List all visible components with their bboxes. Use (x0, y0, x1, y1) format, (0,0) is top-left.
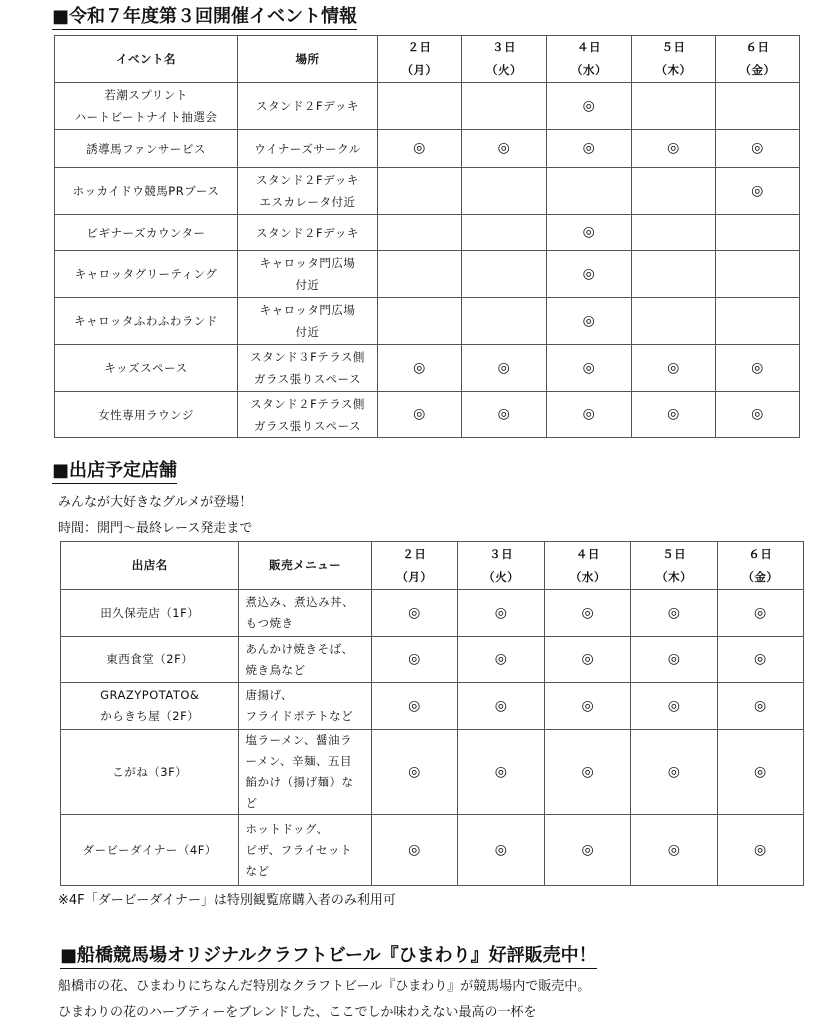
day-cell (458, 815, 545, 886)
day-cell (632, 345, 716, 392)
event-name-cell: ホッカイドウ競馬PRブース (55, 168, 238, 215)
day-cell (547, 251, 632, 298)
day-cell (716, 392, 800, 438)
shop-row (61, 730, 804, 815)
day-cell (547, 130, 632, 168)
day-cell (378, 392, 462, 438)
day-cell (545, 637, 631, 683)
day-cell (371, 730, 457, 815)
shop-name-cell: ダービーダイナー（4F） (61, 815, 239, 886)
availability-mark: ◎ (581, 604, 595, 621)
shop-name-cell: 東西食堂（2F） (61, 637, 239, 683)
day-cell (371, 815, 457, 886)
availability-mark: ◎ (494, 763, 508, 780)
day-cell (462, 215, 547, 251)
availability-mark: ◎ (667, 140, 680, 156)
day-cell (716, 215, 800, 251)
availability-mark: ◎ (753, 841, 767, 858)
day-cell (458, 590, 545, 637)
day-cell (632, 392, 716, 438)
availability-mark: ◎ (582, 406, 596, 422)
shop-menu-cell: 塩ラーメン、醤油ラ ーメン、辛麺、五目 餡かけ（揚げ麺）な ど (239, 730, 371, 815)
event-place-cell: スタンド２Fデッキ エスカレータ付近 (238, 168, 378, 215)
event-row (55, 392, 800, 438)
availability-mark: ◎ (408, 697, 421, 714)
col-header-place: 場所 (238, 36, 378, 83)
availability-mark: ◎ (753, 604, 767, 621)
availability-mark: ◎ (753, 697, 767, 714)
day-cell (378, 130, 462, 168)
day-cell (716, 345, 800, 392)
availability-mark: ◎ (408, 841, 421, 858)
shop-row (61, 815, 804, 886)
day-cell (378, 251, 462, 298)
day-cell (632, 298, 716, 345)
day-cell (632, 130, 716, 168)
shop-name-cell: GRAZYPOTATO& からきち屋（2F） (61, 683, 239, 730)
day-cell (371, 590, 457, 637)
availability-mark: ◎ (494, 651, 508, 667)
availability-mark: ◎ (408, 763, 421, 780)
event-name-cell: 女性専用ラウンジ (55, 392, 238, 438)
col-header-day: ３日 （火） (458, 542, 545, 590)
shops-intro: みんなが大好きなグルメが登場！ (58, 495, 253, 510)
event-place-cell: キャロッタ門広場 付近 (238, 298, 378, 345)
day-cell (716, 83, 800, 130)
col-header-day: ４日 （水） (547, 36, 632, 83)
day-cell (547, 392, 632, 438)
day-cell (371, 683, 457, 730)
col-header-event-name: イベント名 (55, 36, 238, 83)
availability-mark: ◎ (753, 763, 767, 780)
day-cell (545, 730, 631, 815)
col-header-day: ６日 （金） (717, 542, 803, 590)
col-header-menu: 販売メニュー (239, 542, 371, 590)
availability-mark: ◎ (667, 359, 680, 376)
day-cell (462, 251, 547, 298)
day-cell (462, 392, 547, 438)
availability-mark: ◎ (497, 140, 511, 156)
day-cell (716, 168, 800, 215)
day-cell (462, 345, 547, 392)
availability-mark: ◎ (667, 697, 681, 714)
event-place-cell: キャロッタ門広場 付近 (238, 251, 378, 298)
day-cell (462, 298, 547, 345)
availability-mark: ◎ (667, 406, 680, 422)
event-row (55, 130, 800, 168)
availability-mark: ◎ (581, 651, 595, 667)
section-heading-events: ■令和７年度第３回開催イベント情報 (52, 6, 357, 30)
day-cell (632, 251, 716, 298)
day-cell (631, 730, 717, 815)
day-cell (547, 345, 632, 392)
availability-mark: ◎ (413, 359, 426, 376)
day-cell (632, 215, 716, 251)
day-cell (545, 590, 631, 637)
event-name-cell: 若潮スプリント ハートビートナイト抽選会 (55, 83, 238, 130)
shop-name-cell: 田久保売店（1F） (61, 590, 239, 637)
availability-mark: ◎ (581, 841, 595, 858)
col-header-shop-name: 出店名 (61, 542, 239, 590)
shops-table (60, 541, 804, 886)
day-cell (378, 168, 462, 215)
day-cell (378, 83, 462, 130)
availability-mark: ◎ (581, 763, 595, 780)
availability-mark: ◎ (751, 359, 764, 376)
day-cell (547, 83, 632, 130)
day-cell (547, 215, 632, 251)
availability-mark: ◎ (582, 224, 596, 240)
event-place-cell: スタンド２Fテラス側 ガラス張りスペース (238, 392, 378, 438)
day-cell (631, 637, 717, 683)
col-header-day: ３日 （火） (462, 36, 547, 83)
event-place-cell: スタンド２Fデッキ (238, 83, 378, 130)
col-header-day: ４日 （水） (545, 542, 631, 590)
event-name-cell: キャロッタふわふわランド (55, 298, 238, 345)
day-cell (716, 298, 800, 345)
event-row (55, 215, 800, 251)
shops-header-row (61, 542, 804, 590)
availability-mark: ◎ (582, 359, 596, 376)
shop-name-cell: こがね（3F） (61, 730, 239, 815)
col-header-day: ５日 （木） (631, 542, 717, 590)
col-header-day: ５日 （木） (632, 36, 716, 83)
availability-mark: ◎ (408, 604, 421, 621)
availability-mark: ◎ (667, 604, 681, 621)
event-name-cell: ビギナーズカウンター (55, 215, 238, 251)
day-cell (632, 168, 716, 215)
event-place-cell: スタンド３Fテラス側 ガラス張りスペース (238, 345, 378, 392)
availability-mark: ◎ (413, 140, 426, 156)
availability-mark: ◎ (667, 651, 681, 667)
event-place-cell: ウイナーズサークル (238, 130, 378, 168)
event-row (55, 168, 800, 215)
day-cell (717, 683, 803, 730)
day-cell (462, 130, 547, 168)
day-cell (378, 215, 462, 251)
availability-mark: ◎ (751, 406, 764, 422)
availability-mark: ◎ (494, 841, 508, 858)
shop-row (61, 637, 804, 683)
day-cell (631, 590, 717, 637)
availability-mark: ◎ (751, 140, 764, 156)
day-cell (371, 637, 457, 683)
day-cell (378, 298, 462, 345)
shops-note: ※4F「ダービーダイナー」は特別観覧席購入者のみ利用可 (58, 893, 396, 908)
day-cell (717, 590, 803, 637)
availability-mark: ◎ (667, 763, 681, 780)
event-name-cell: キッズスペース (55, 345, 238, 392)
shop-menu-cell: ホットドッグ、 ピザ、フライセット など (239, 815, 371, 886)
day-cell (717, 730, 803, 815)
day-cell (462, 168, 547, 215)
day-cell (547, 298, 632, 345)
shop-menu-cell: 唐揚げ、 フライドポテトなど (239, 683, 371, 730)
section-heading-beer: ■船橋競馬場オリジナルクラフトビール『ひまわり』好評販売中！ (60, 945, 597, 969)
day-cell (458, 637, 545, 683)
availability-mark: ◎ (494, 697, 508, 714)
availability-mark: ◎ (667, 841, 681, 858)
event-name-cell: 誘導馬ファンサービス (55, 130, 238, 168)
event-row (55, 298, 800, 345)
col-header-day: ２日 （月） (378, 36, 462, 83)
day-cell (717, 637, 803, 683)
availability-mark: ◎ (753, 651, 767, 667)
day-cell (631, 815, 717, 886)
beer-text-line1: 船橋市の花、ひまわりにちなんだ特別なクラフトビール『ひまわり』が競馬場内で販売中。 (58, 979, 591, 994)
availability-mark: ◎ (751, 182, 764, 199)
shop-row (61, 683, 804, 730)
day-cell (545, 683, 631, 730)
shop-row (61, 590, 804, 637)
availability-mark: ◎ (582, 140, 596, 156)
availability-mark: ◎ (408, 651, 421, 667)
availability-mark: ◎ (582, 265, 596, 282)
day-cell (717, 815, 803, 886)
events-header-row (55, 36, 800, 83)
beer-text-line2: ひまわりの花のハーブティーをブレンドした、ここでしか味わえない最高の一杯を (58, 1005, 537, 1020)
events-table (54, 35, 800, 438)
day-cell (545, 815, 631, 886)
event-row (55, 345, 800, 392)
shop-menu-cell: 煮込み、煮込み丼、 もつ焼き (239, 590, 371, 637)
availability-mark: ◎ (494, 604, 508, 621)
event-row (55, 251, 800, 298)
day-cell (716, 130, 800, 168)
availability-mark: ◎ (497, 359, 511, 376)
event-row (55, 83, 800, 130)
shops-hours: 時間：開門～最終レース発走まで (58, 521, 253, 536)
event-name-cell: キャロッタグリーティング (55, 251, 238, 298)
shop-menu-cell: あんかけ焼きそば、 焼き鳥など (239, 637, 371, 683)
col-header-day: ６日 （金） (716, 36, 800, 83)
availability-mark: ◎ (497, 406, 511, 422)
day-cell (458, 683, 545, 730)
availability-mark: ◎ (581, 697, 595, 714)
day-cell (378, 345, 462, 392)
event-place-cell: スタンド２Fデッキ (238, 215, 378, 251)
availability-mark: ◎ (582, 97, 596, 114)
day-cell (458, 730, 545, 815)
day-cell (462, 83, 547, 130)
availability-mark: ◎ (413, 406, 426, 422)
day-cell (631, 683, 717, 730)
day-cell (716, 251, 800, 298)
day-cell (632, 83, 716, 130)
section-heading-shops: ■出店予定店舗 (52, 460, 177, 484)
availability-mark: ◎ (582, 312, 596, 329)
day-cell (547, 168, 632, 215)
col-header-day: ２日 （月） (371, 542, 457, 590)
